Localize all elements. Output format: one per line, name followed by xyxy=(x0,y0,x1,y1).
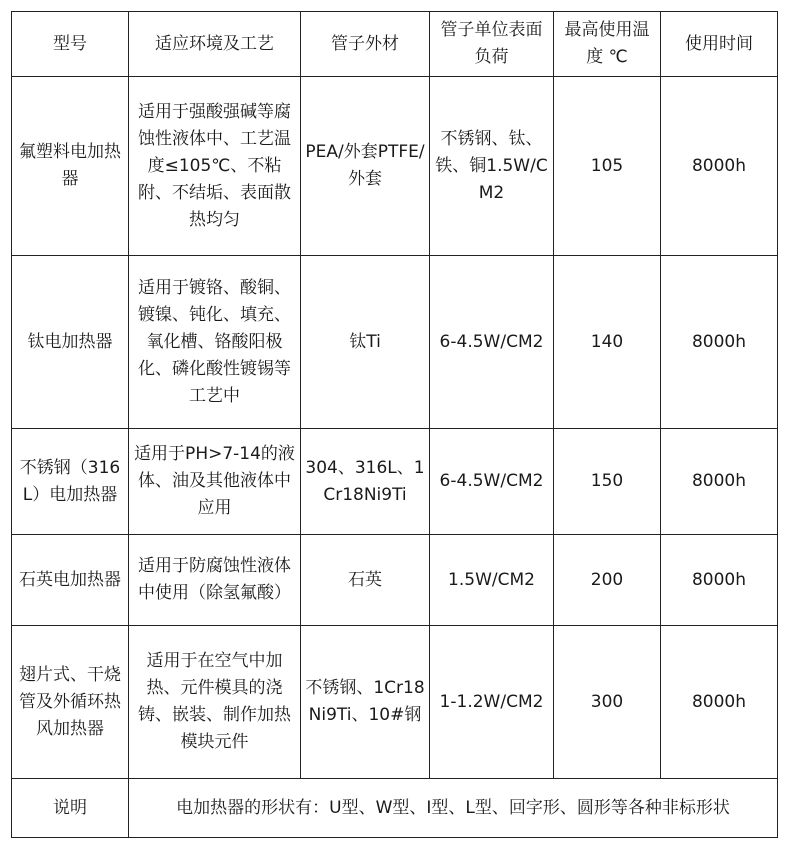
header-material: 管子外材 xyxy=(301,12,430,77)
cell-material: 钛Ti xyxy=(301,256,430,429)
cell-model: 钛电加热器 xyxy=(12,256,129,429)
heater-spec-table xyxy=(11,11,778,838)
header-max-temp: 最高使用温度 ℃ xyxy=(554,12,661,77)
cell-material: 304、316L、1Cr18Ni9Ti xyxy=(301,429,430,535)
table-row xyxy=(12,535,778,626)
cell-model: 氟塑料电加热器 xyxy=(12,77,129,256)
table-row xyxy=(12,429,778,535)
cell-surface-load: 6-4.5W/CM2 xyxy=(430,256,554,429)
cell-service-time: 8000h xyxy=(661,429,778,535)
header-service-time: 使用时间 xyxy=(661,12,778,77)
cell-surface-load: 1.5W/CM2 xyxy=(430,535,554,626)
table-header-row xyxy=(12,12,778,77)
header-surface-load: 管子单位表面负荷 xyxy=(430,12,554,77)
cell-environment: 适用于防腐蚀性液体中使用（除氢氟酸） xyxy=(129,535,301,626)
cell-service-time: 8000h xyxy=(661,535,778,626)
cell-material: PEA/外套PTFE/外套 xyxy=(301,77,430,256)
note-label: 说明 xyxy=(12,779,129,838)
cell-max-temp: 150 xyxy=(554,429,661,535)
header-model: 型号 xyxy=(12,12,129,77)
cell-model: 石英电加热器 xyxy=(12,535,129,626)
cell-max-temp: 105 xyxy=(554,77,661,256)
cell-material: 石英 xyxy=(301,535,430,626)
cell-model: 翅片式、干烧管及外循环热风加热器 xyxy=(12,626,129,779)
table-row xyxy=(12,256,778,429)
cell-environment: 适用于镀铬、酸铜、镀镍、钝化、填充、氧化槽、铬酸阳极化、磷化酸性镀锡等工艺中 xyxy=(129,256,301,429)
cell-max-temp: 140 xyxy=(554,256,661,429)
table-row xyxy=(12,626,778,779)
note-row xyxy=(12,779,778,838)
note-text: 电加热器的形状有：U型、W型、I型、L型、回字形、圆形等各种非标形状 xyxy=(129,779,778,838)
cell-service-time: 8000h xyxy=(661,256,778,429)
cell-environment: 适用于强酸强碱等腐蚀性液体中、工艺温度≤105℃、不粘附、不结垢、表面散热均匀 xyxy=(129,77,301,256)
cell-model: 不锈钢（316L）电加热器 xyxy=(12,429,129,535)
cell-surface-load: 1-1.2W/CM2 xyxy=(430,626,554,779)
cell-service-time: 8000h xyxy=(661,77,778,256)
cell-service-time: 8000h xyxy=(661,626,778,779)
cell-environment: 适用于PH>7-14的液体、油及其他液体中应用 xyxy=(129,429,301,535)
table-row xyxy=(12,77,778,256)
header-environment: 适应环境及工艺 xyxy=(129,12,301,77)
cell-max-temp: 200 xyxy=(554,535,661,626)
cell-material: 不锈钢、1Cr18Ni9Ti、10#钢 xyxy=(301,626,430,779)
cell-max-temp: 300 xyxy=(554,626,661,779)
cell-surface-load: 不锈钢、钛、铁、铜1.5W/CM2 xyxy=(430,77,554,256)
cell-environment: 适用于在空气中加热、元件模具的浇铸、嵌装、制作加热模块元件 xyxy=(129,626,301,779)
cell-surface-load: 6-4.5W/CM2 xyxy=(430,429,554,535)
